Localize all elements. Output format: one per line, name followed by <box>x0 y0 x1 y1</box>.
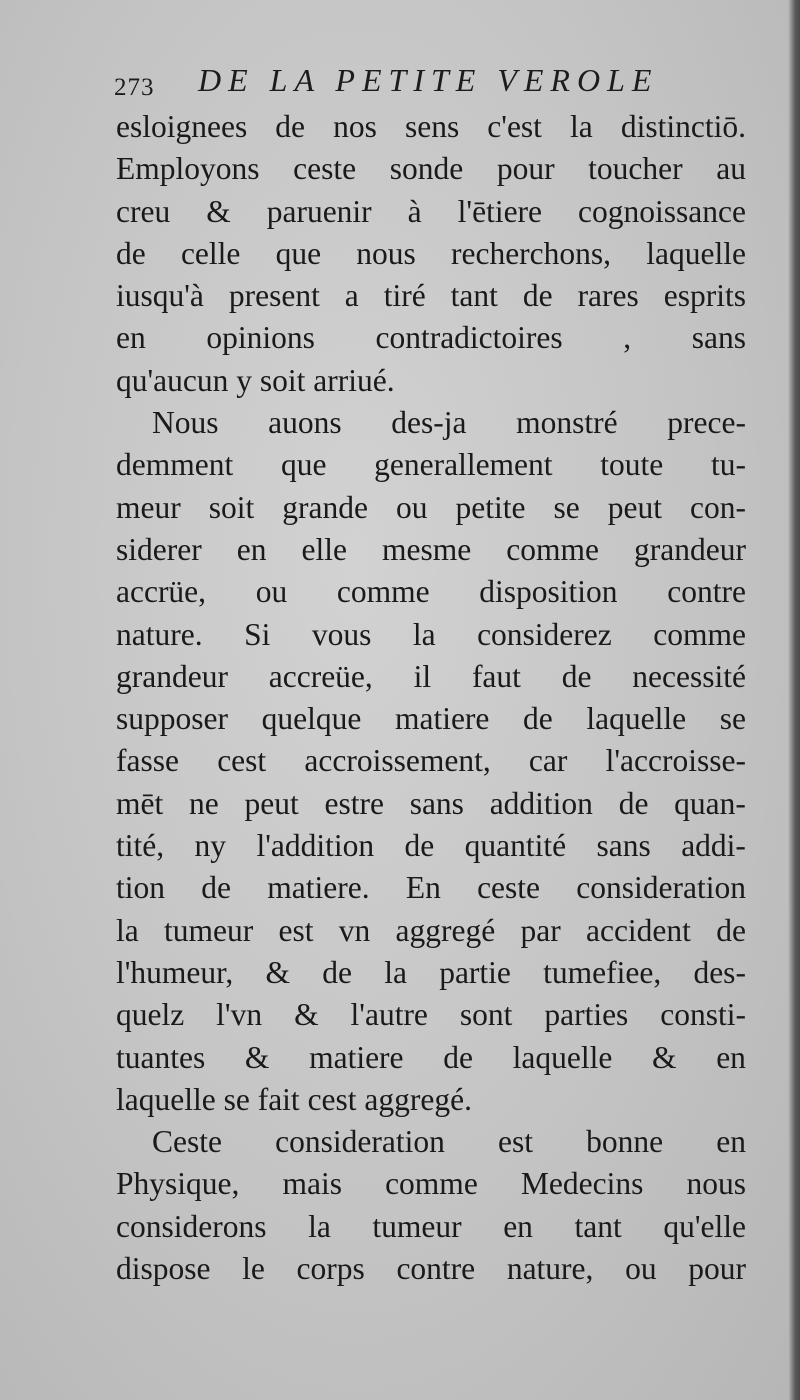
word: y <box>236 362 260 398</box>
word: considerons <box>116 1208 267 1244</box>
word: paruenir <box>266 193 372 229</box>
word: a <box>344 278 359 314</box>
word: recherchons, <box>451 235 612 271</box>
word: c'est <box>487 109 542 144</box>
word: tumefiee, <box>543 954 662 990</box>
word: disposition <box>479 574 618 610</box>
word: qu'elle <box>663 1208 746 1244</box>
word: esloignees <box>116 109 248 144</box>
word: que <box>275 235 322 271</box>
word: pour <box>688 1251 746 1287</box>
word: mais <box>282 1166 342 1202</box>
word: est <box>497 1124 533 1160</box>
word: creu <box>116 193 171 229</box>
word: accident <box>585 912 691 948</box>
word: sans <box>596 828 651 864</box>
word: aggregé. <box>364 1081 472 1117</box>
word: sans <box>409 785 464 821</box>
text-line <box>116 529 746 571</box>
word: cognoissance <box>578 193 746 229</box>
word: nature. <box>116 616 203 652</box>
word: sans <box>691 320 746 356</box>
text-line <box>116 317 746 359</box>
word: corps <box>296 1251 365 1287</box>
word: des-ja <box>391 405 467 441</box>
word: l'ētiere <box>457 193 543 229</box>
word: grande <box>282 489 368 525</box>
text-line <box>116 1079 746 1121</box>
word: ou <box>396 489 428 525</box>
word: demment <box>116 447 234 483</box>
word: cest <box>307 1081 365 1117</box>
word: comme <box>336 574 430 610</box>
word: le <box>242 1251 265 1287</box>
word: petite <box>455 489 526 525</box>
word: en <box>716 1124 746 1160</box>
word: de <box>561 658 592 694</box>
word: monstré <box>516 405 618 441</box>
word: cest <box>217 743 267 779</box>
word: soit <box>259 362 314 398</box>
word: ceste <box>293 151 357 187</box>
word: soit <box>208 489 255 525</box>
word: laquelle <box>116 1081 224 1117</box>
word: quan- <box>674 785 746 821</box>
word: parties <box>544 997 629 1033</box>
word: sens <box>404 109 460 144</box>
word: l'addition <box>256 828 375 864</box>
word: en <box>503 1208 533 1244</box>
word: Ceste <box>152 1124 222 1160</box>
word: de <box>618 785 649 821</box>
word: il <box>413 658 432 694</box>
word: se <box>553 489 580 525</box>
text-line <box>116 1206 746 1248</box>
word: au <box>716 151 746 187</box>
word: en <box>716 1039 746 1075</box>
word: ne <box>189 785 219 821</box>
word: la <box>412 616 436 652</box>
word: tuantes <box>116 1039 206 1075</box>
word: tu- <box>710 447 746 483</box>
text-line <box>116 1121 746 1163</box>
word: de <box>322 954 352 990</box>
word: prece- <box>667 405 746 441</box>
word: l'autre <box>350 997 428 1033</box>
word: accroissement, <box>304 743 491 779</box>
word: ceste <box>477 870 541 906</box>
word: & <box>244 1039 270 1075</box>
word: nous <box>356 235 416 271</box>
word: à <box>407 193 422 229</box>
word: consideration <box>275 1124 445 1160</box>
word: quantité <box>464 828 567 864</box>
word: necessité <box>632 658 746 694</box>
word: accrüe, <box>116 574 207 610</box>
word: pour <box>496 151 555 187</box>
text-line <box>116 148 746 190</box>
word: auons <box>268 405 342 441</box>
word: la <box>308 1208 331 1244</box>
word: Physique, <box>116 1166 240 1202</box>
word: l'humeur, <box>116 954 234 990</box>
word: comme <box>653 616 746 652</box>
word: comme <box>506 531 599 567</box>
word: nous <box>686 1166 746 1202</box>
word: grandeur <box>634 531 746 567</box>
word: laquelle <box>646 235 746 271</box>
word: addition <box>489 785 593 821</box>
word: ny <box>194 828 227 864</box>
word: & <box>206 193 231 229</box>
word: faut <box>471 658 521 694</box>
word: tité, <box>116 828 165 864</box>
word: & <box>294 997 319 1033</box>
text-line <box>116 740 746 782</box>
word: addi- <box>681 828 746 864</box>
word: matiere. <box>267 870 370 906</box>
text-line <box>116 994 746 1036</box>
word: Si <box>244 616 271 652</box>
text-line <box>116 867 746 909</box>
text-line <box>116 360 746 402</box>
word: de <box>443 1039 473 1075</box>
word: laquelle <box>512 1039 613 1075</box>
word: estre <box>324 785 384 821</box>
word: esprits <box>663 278 746 314</box>
word: la <box>570 109 593 144</box>
word: tant <box>574 1208 622 1244</box>
word: se <box>223 1081 258 1117</box>
word: laquelle <box>586 701 687 737</box>
word: peut <box>244 785 299 821</box>
word: est <box>278 912 314 948</box>
word: car <box>528 743 568 779</box>
text-line <box>116 444 746 486</box>
text-line <box>116 783 746 825</box>
text-line <box>116 910 746 952</box>
word: tant <box>450 278 498 314</box>
word: En <box>405 870 441 906</box>
word: Nous <box>152 405 219 441</box>
word: ou <box>255 574 288 610</box>
text-line <box>116 1248 746 1290</box>
word: que <box>280 447 327 483</box>
word: l'accroisse- <box>605 743 746 779</box>
text-line <box>116 191 746 233</box>
text-line <box>116 571 746 613</box>
word: en <box>116 320 146 356</box>
word: distinctiō. <box>620 109 746 144</box>
word: fait <box>257 1081 308 1117</box>
word: tumeur <box>164 912 254 948</box>
word: Employons <box>116 151 260 187</box>
word: quelz <box>116 997 185 1033</box>
text-line <box>116 614 746 656</box>
word: de <box>716 912 746 948</box>
word: sont <box>459 997 513 1033</box>
word: & <box>652 1039 677 1075</box>
word: present <box>228 278 320 314</box>
word: de <box>275 109 306 144</box>
word: consti- <box>660 997 746 1033</box>
word: opinions <box>206 320 315 356</box>
text-line <box>116 1037 746 1079</box>
word: meur <box>116 489 181 525</box>
word: en <box>236 531 267 567</box>
word: nature, <box>506 1251 594 1287</box>
word: la <box>384 954 407 990</box>
word: quelque <box>261 701 362 737</box>
text-line <box>116 275 746 317</box>
text-line <box>116 656 746 698</box>
word: siderer <box>116 531 202 567</box>
text-line <box>116 1163 746 1205</box>
word: qu'aucun <box>116 362 237 398</box>
word: bonne <box>586 1124 664 1160</box>
word: grandeur <box>116 658 228 694</box>
text-line <box>116 825 746 867</box>
word: la <box>116 912 139 948</box>
word: matiere <box>394 701 490 737</box>
word: dispose <box>116 1251 211 1287</box>
word: celle <box>180 235 241 271</box>
word: de <box>404 828 435 864</box>
word: de <box>522 278 553 314</box>
word: elle <box>301 531 347 567</box>
word: supposer <box>116 701 228 737</box>
word: tumeur <box>372 1208 462 1244</box>
word: tion <box>116 870 166 906</box>
word: , <box>623 320 632 356</box>
word: toucher <box>588 151 683 187</box>
word: sonde <box>389 151 464 187</box>
text-line <box>116 106 746 148</box>
word: l'vn <box>216 997 263 1033</box>
word: arriué. <box>313 362 395 398</box>
page-number: 273 <box>114 74 155 101</box>
word: mēt <box>116 785 164 821</box>
text-line <box>116 402 746 444</box>
word: iusqu'à <box>116 278 204 314</box>
word: considerez <box>477 616 612 652</box>
page-header <box>114 62 714 106</box>
word: & <box>265 954 291 990</box>
word: peut <box>607 489 662 525</box>
word: generallement <box>374 447 553 483</box>
word: contradictoires <box>375 320 563 356</box>
word: matiere <box>309 1039 404 1075</box>
word: vn <box>338 912 371 948</box>
word: de <box>201 870 231 906</box>
word: de <box>523 701 553 737</box>
body-text <box>116 106 746 1290</box>
word: nos <box>333 109 377 144</box>
running-title: DE LA PETITE VEROLE <box>198 62 659 98</box>
text-line <box>116 952 746 994</box>
word: rares <box>577 278 639 314</box>
text-line <box>116 233 746 275</box>
text-line <box>116 698 746 740</box>
word: vous <box>311 616 372 652</box>
word: de <box>116 235 146 271</box>
word: fasse <box>116 743 179 779</box>
word: accreüe, <box>268 658 373 694</box>
text-line <box>116 487 746 529</box>
word: ou <box>625 1251 657 1287</box>
word: partie <box>439 954 511 990</box>
word: par <box>520 912 561 948</box>
page-edge <box>788 0 800 1400</box>
word: comme <box>385 1166 478 1202</box>
word: Medecins <box>520 1166 644 1202</box>
word: tiré <box>383 278 426 314</box>
word: aggregé <box>395 912 496 948</box>
word: contre <box>667 574 746 610</box>
word: des- <box>693 954 746 990</box>
word: se <box>719 701 746 737</box>
word: toute <box>600 447 664 483</box>
word: contre <box>396 1251 476 1287</box>
word: consideration <box>576 870 746 906</box>
word: mesme <box>382 531 472 567</box>
word: con- <box>690 489 746 525</box>
